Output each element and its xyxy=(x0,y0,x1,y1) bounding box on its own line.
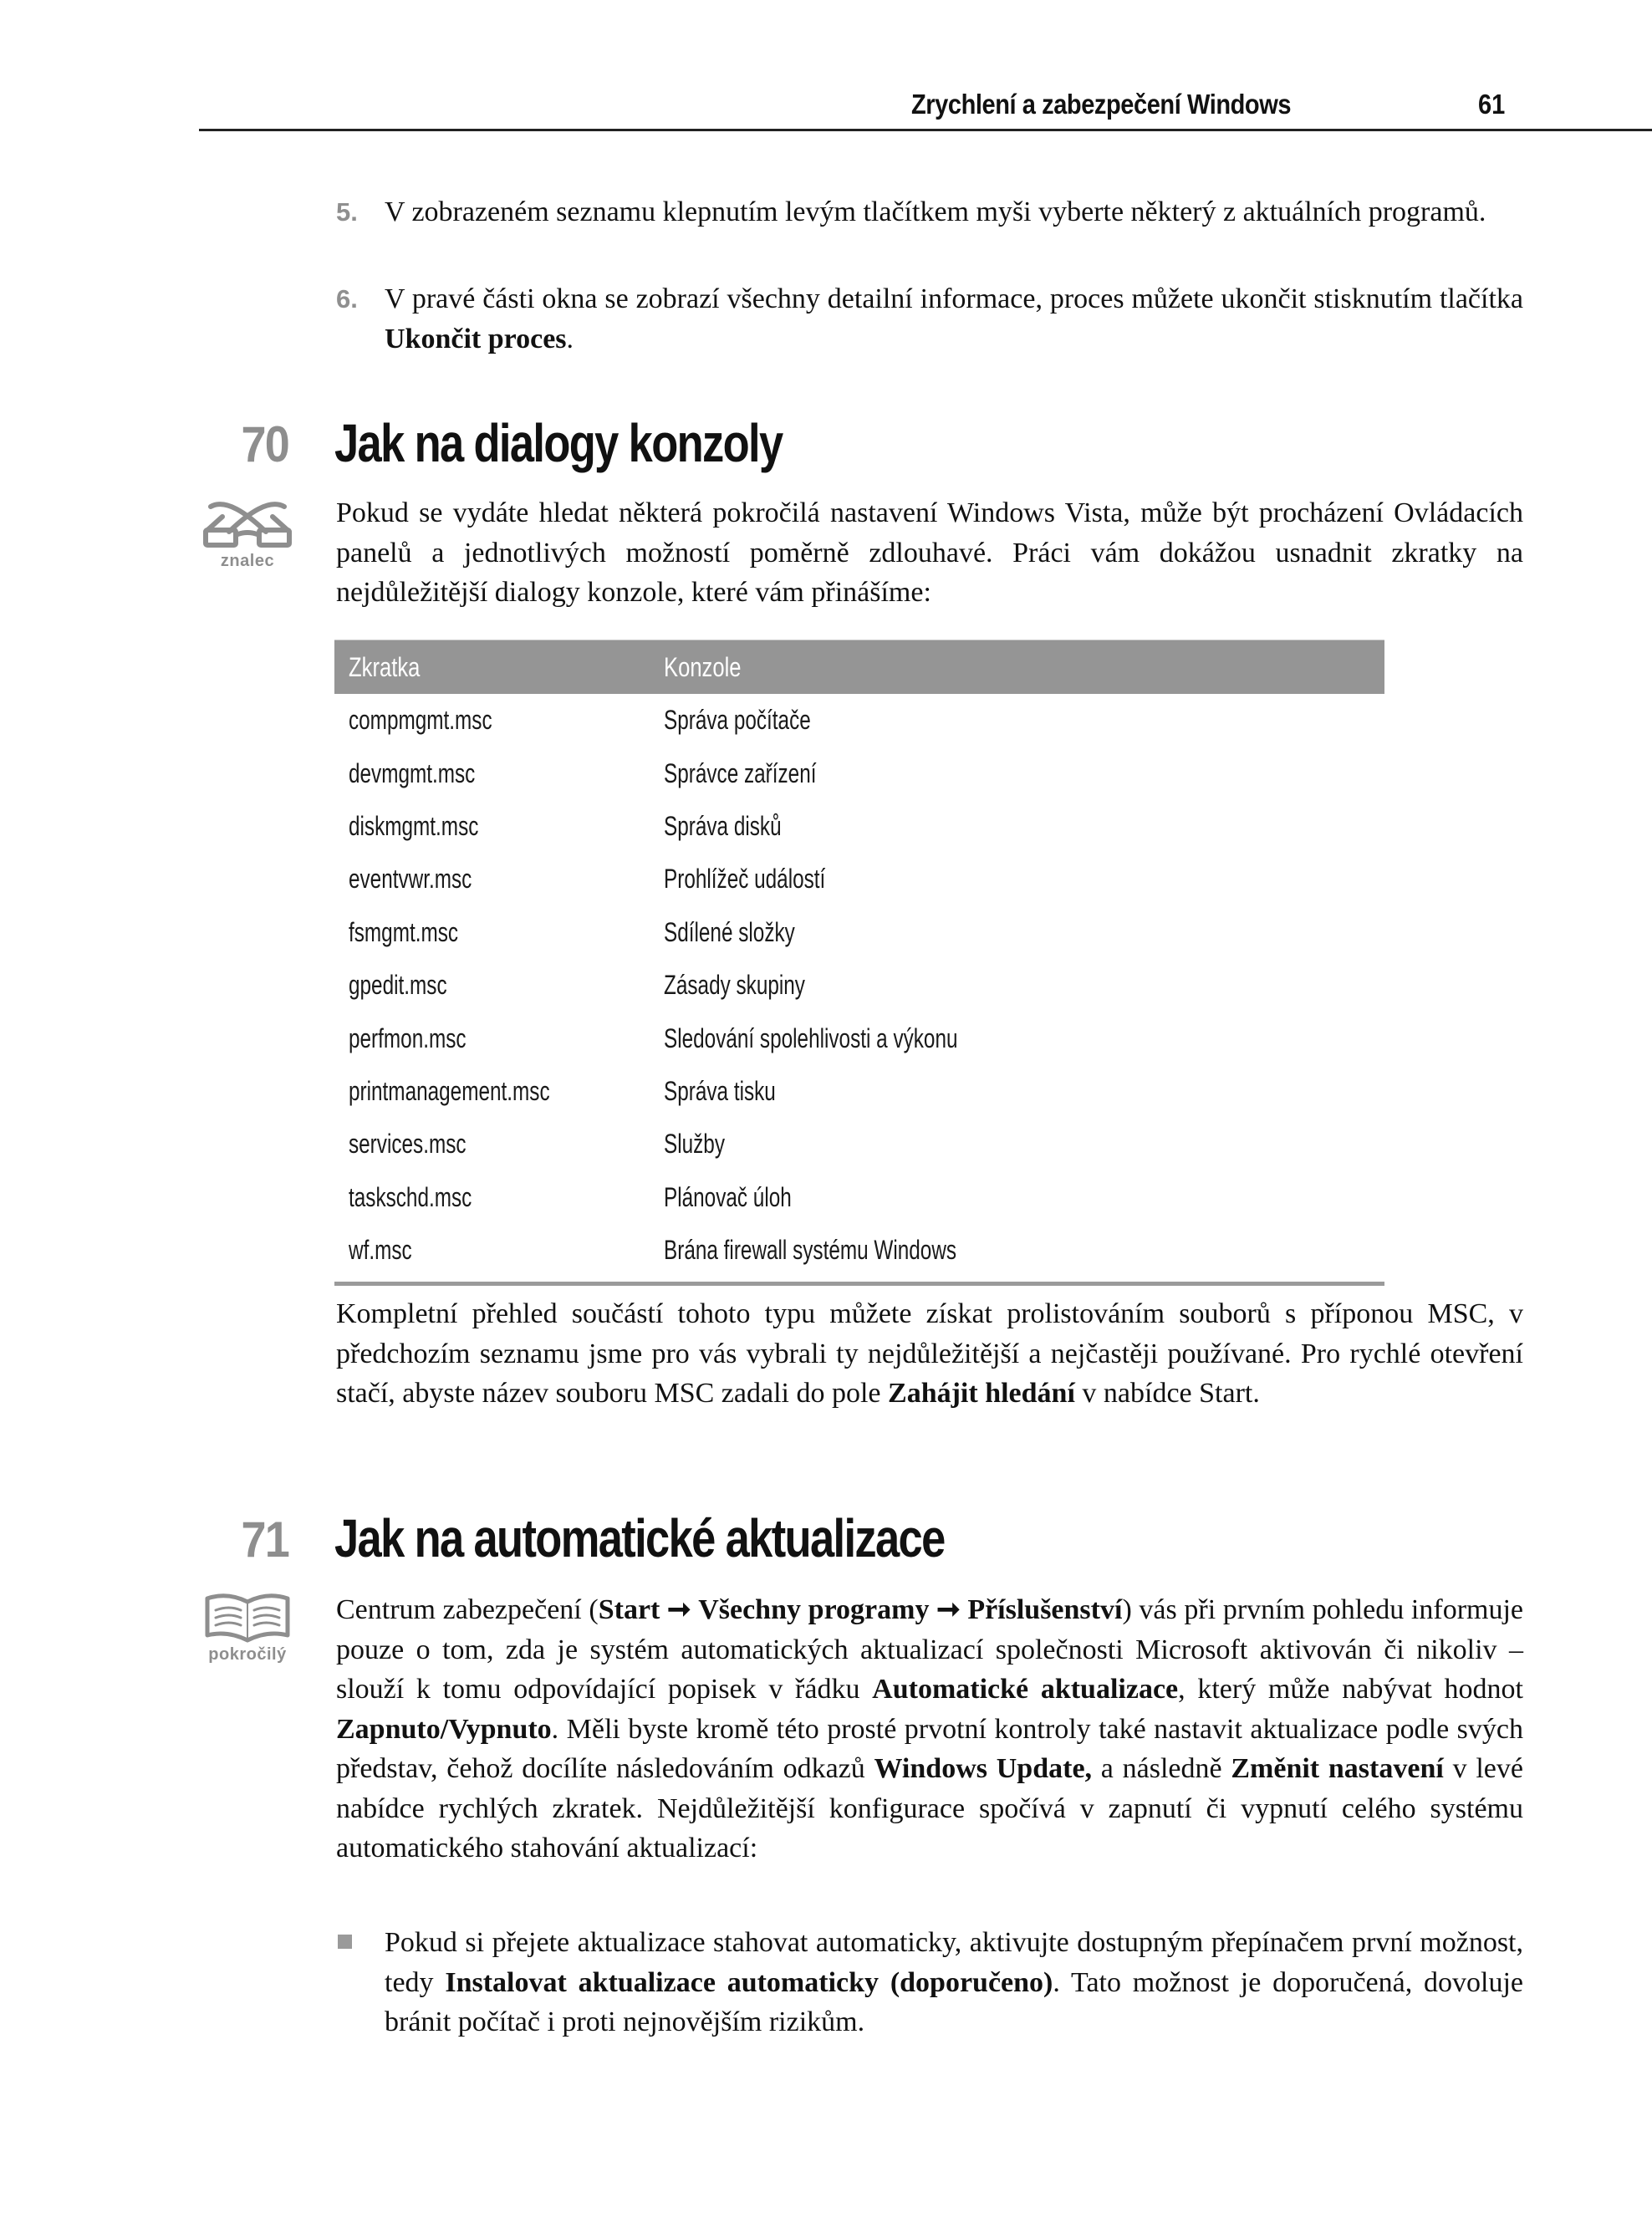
table-row xyxy=(334,1224,1384,1277)
step-text: V pravé části okna se zobrazí všechny detailní informace, proces můžete ukončit stisknutím tlačítka xyxy=(385,283,1523,314)
running-title: Zrychlení a zabezpečení Windows xyxy=(911,89,1292,120)
step-5 xyxy=(336,192,1523,232)
table-row xyxy=(334,1171,1384,1224)
section-71-paragraph xyxy=(336,1590,1523,1869)
menu-path-accessories: Příslušenství xyxy=(967,1594,1123,1625)
level-label: pokročilý xyxy=(208,1645,287,1664)
table-row xyxy=(334,800,1384,853)
outro-bold-term: Zahájit hledání xyxy=(888,1378,1075,1409)
table-row xyxy=(334,747,1384,799)
cell-console: Sledování spolehlivosti a výkonu xyxy=(664,1022,958,1053)
table-row xyxy=(334,694,1384,747)
cell-console: Zásady skupiny xyxy=(664,970,805,1001)
cell-shortcut: fsmgmt.msc xyxy=(349,916,459,947)
cell-console: Služby xyxy=(664,1129,725,1160)
console-shortcuts-table xyxy=(334,640,1384,1286)
para-text: , který může nabývat hodnot xyxy=(1178,1674,1523,1705)
cell-console: Správa počítače xyxy=(664,705,811,736)
step-number: 6. xyxy=(336,284,358,314)
table-bottom-rule xyxy=(334,1282,1384,1286)
table-row xyxy=(334,906,1384,959)
cell-console: Plánovač úloh xyxy=(664,1181,792,1212)
cell-shortcut: gpedit.msc xyxy=(349,970,447,1001)
bullet-text-end: . Tato možnost je doporučená, dovoluje bránit počítač i proti nejnovějším rizikům. xyxy=(385,1966,1523,2037)
level-badge-pokrocily xyxy=(197,1592,298,1665)
para-text: v levé nabídce rychlých zkratek. Nejdůležitější konfigurace spočívá v zapnutí či vypnutí celého systému automatického stahování aktualizací: xyxy=(336,1753,1523,1863)
section-title-71: Jak na automatické aktualizace xyxy=(334,1508,945,1568)
cell-shortcut: wf.msc xyxy=(349,1235,412,1266)
running-header xyxy=(199,84,1652,132)
table-row xyxy=(334,1065,1384,1118)
section-70-outro xyxy=(336,1294,1523,1414)
bullet-bold-term: Instalovat aktualizace automaticky (doporučeno) xyxy=(445,1966,1053,1998)
cell-shortcut: compmgmt.msc xyxy=(349,705,492,736)
section-70-intro: Pokud se vydáte hledat některá pokročilá nastavení Windows Vista, může být procházení Ovládacích panelů a jednotlivých možností poměrně zdlouhavé. Práci vám dokážou usnadnit zkratky na nejdůležitější dialogy konzole, které vám přinášíme: xyxy=(336,497,1523,608)
column-header-zkratka: Zkratka xyxy=(349,651,421,682)
step-text: V zobrazeném seznamu klepnutím levým tlačítkem myši vyberte některý z aktuálních programů. xyxy=(385,196,1486,227)
bold-term: Změnit nastavení xyxy=(1231,1753,1444,1784)
para-text: a následně xyxy=(1092,1753,1231,1784)
cell-shortcut: printmanagement.msc xyxy=(349,1075,550,1106)
cell-console: Prohlížeč událostí xyxy=(664,864,826,895)
arrow-icon: ➞ xyxy=(936,1594,961,1625)
cell-console: Správa tisku xyxy=(664,1075,776,1106)
section-number-71: 71 xyxy=(241,1512,288,1568)
bold-term: Zapnuto xyxy=(336,1713,441,1745)
bold-term: Automatické aktualizace xyxy=(872,1674,1179,1705)
bold-term: Windows Update, xyxy=(874,1753,1093,1784)
step-6 xyxy=(336,279,1523,359)
slash: / xyxy=(440,1713,449,1745)
cell-shortcut: diskmgmt.msc xyxy=(349,810,479,841)
table-header xyxy=(334,640,1384,694)
bold-term: Vypnuto xyxy=(448,1713,552,1745)
table-row xyxy=(334,853,1384,905)
cell-shortcut: eventvwr.msc xyxy=(349,864,472,895)
section-title-70: Jak na dialogy konzoly xyxy=(334,413,783,473)
column-header-konzole: Konzole xyxy=(664,651,742,682)
step-number: 5. xyxy=(336,197,358,227)
arrow-icon: ➞ xyxy=(667,1594,691,1625)
header-rule xyxy=(199,129,1652,131)
cell-console: Sdílené složky xyxy=(664,916,795,947)
cell-shortcut: services.msc xyxy=(349,1129,467,1160)
para-text: ) vás při prvním pohledu informuje pouze o tom, zda je systém automatických aktualizací společnosti Microsoft aktivován či nikoliv – slouží k tomu odpovídající popisek v řádku xyxy=(336,1594,1524,1705)
level-label: znalec xyxy=(220,552,275,570)
section-number-70: 70 xyxy=(241,416,288,472)
para-text: . Měli byste kromě této prosté prvotní kontroly také nastavit aktualizace podle svých představ, čehož docílíte následováním odkazů xyxy=(336,1713,1523,1784)
menu-path-start: Start xyxy=(598,1594,660,1625)
cell-shortcut: perfmon.msc xyxy=(349,1022,467,1053)
cell-shortcut: devmgmt.msc xyxy=(349,757,476,788)
cell-shortcut: taskschd.msc xyxy=(349,1181,472,1212)
outro-text: Kompletní přehled součástí tohoto typu můžete získat prolistováním souborů s příponou MSC, v předchozím seznamu jsme pro vás vybrali ty nejdůležitější a nejčastěji používané. Pro rychlé otevření stačí, abyste název souboru MSC zadali do pole xyxy=(336,1298,1523,1409)
open-book-icon xyxy=(204,1592,291,1644)
cell-console: Správce zařízení xyxy=(664,757,817,788)
menu-path-all-programs: Všechny programy xyxy=(698,1594,930,1625)
bullet-text: Pokud si přejete aktualizace stahovat automaticky, aktivujte dostupným přepínačem první možnost, tedy xyxy=(385,1927,1523,1998)
bullet-item xyxy=(336,1923,1523,2042)
level-badge-znalec xyxy=(197,495,298,571)
cell-console: Brána firewall systému Windows xyxy=(664,1235,957,1266)
bullet-square-icon xyxy=(338,1935,352,1949)
step-text-end: . xyxy=(566,323,574,354)
step-bold-term: Ukončit proces xyxy=(385,323,567,354)
para-text: Centrum zabezpečení ( xyxy=(336,1594,599,1625)
table-row xyxy=(334,1118,1384,1170)
cell-console: Správa disků xyxy=(664,810,782,841)
table-row xyxy=(334,1012,1384,1064)
outro-text-end: v nabídce Start. xyxy=(1074,1378,1260,1409)
table-row xyxy=(334,959,1384,1012)
glasses-icon xyxy=(201,495,294,550)
page-number: 61 xyxy=(1478,89,1506,120)
